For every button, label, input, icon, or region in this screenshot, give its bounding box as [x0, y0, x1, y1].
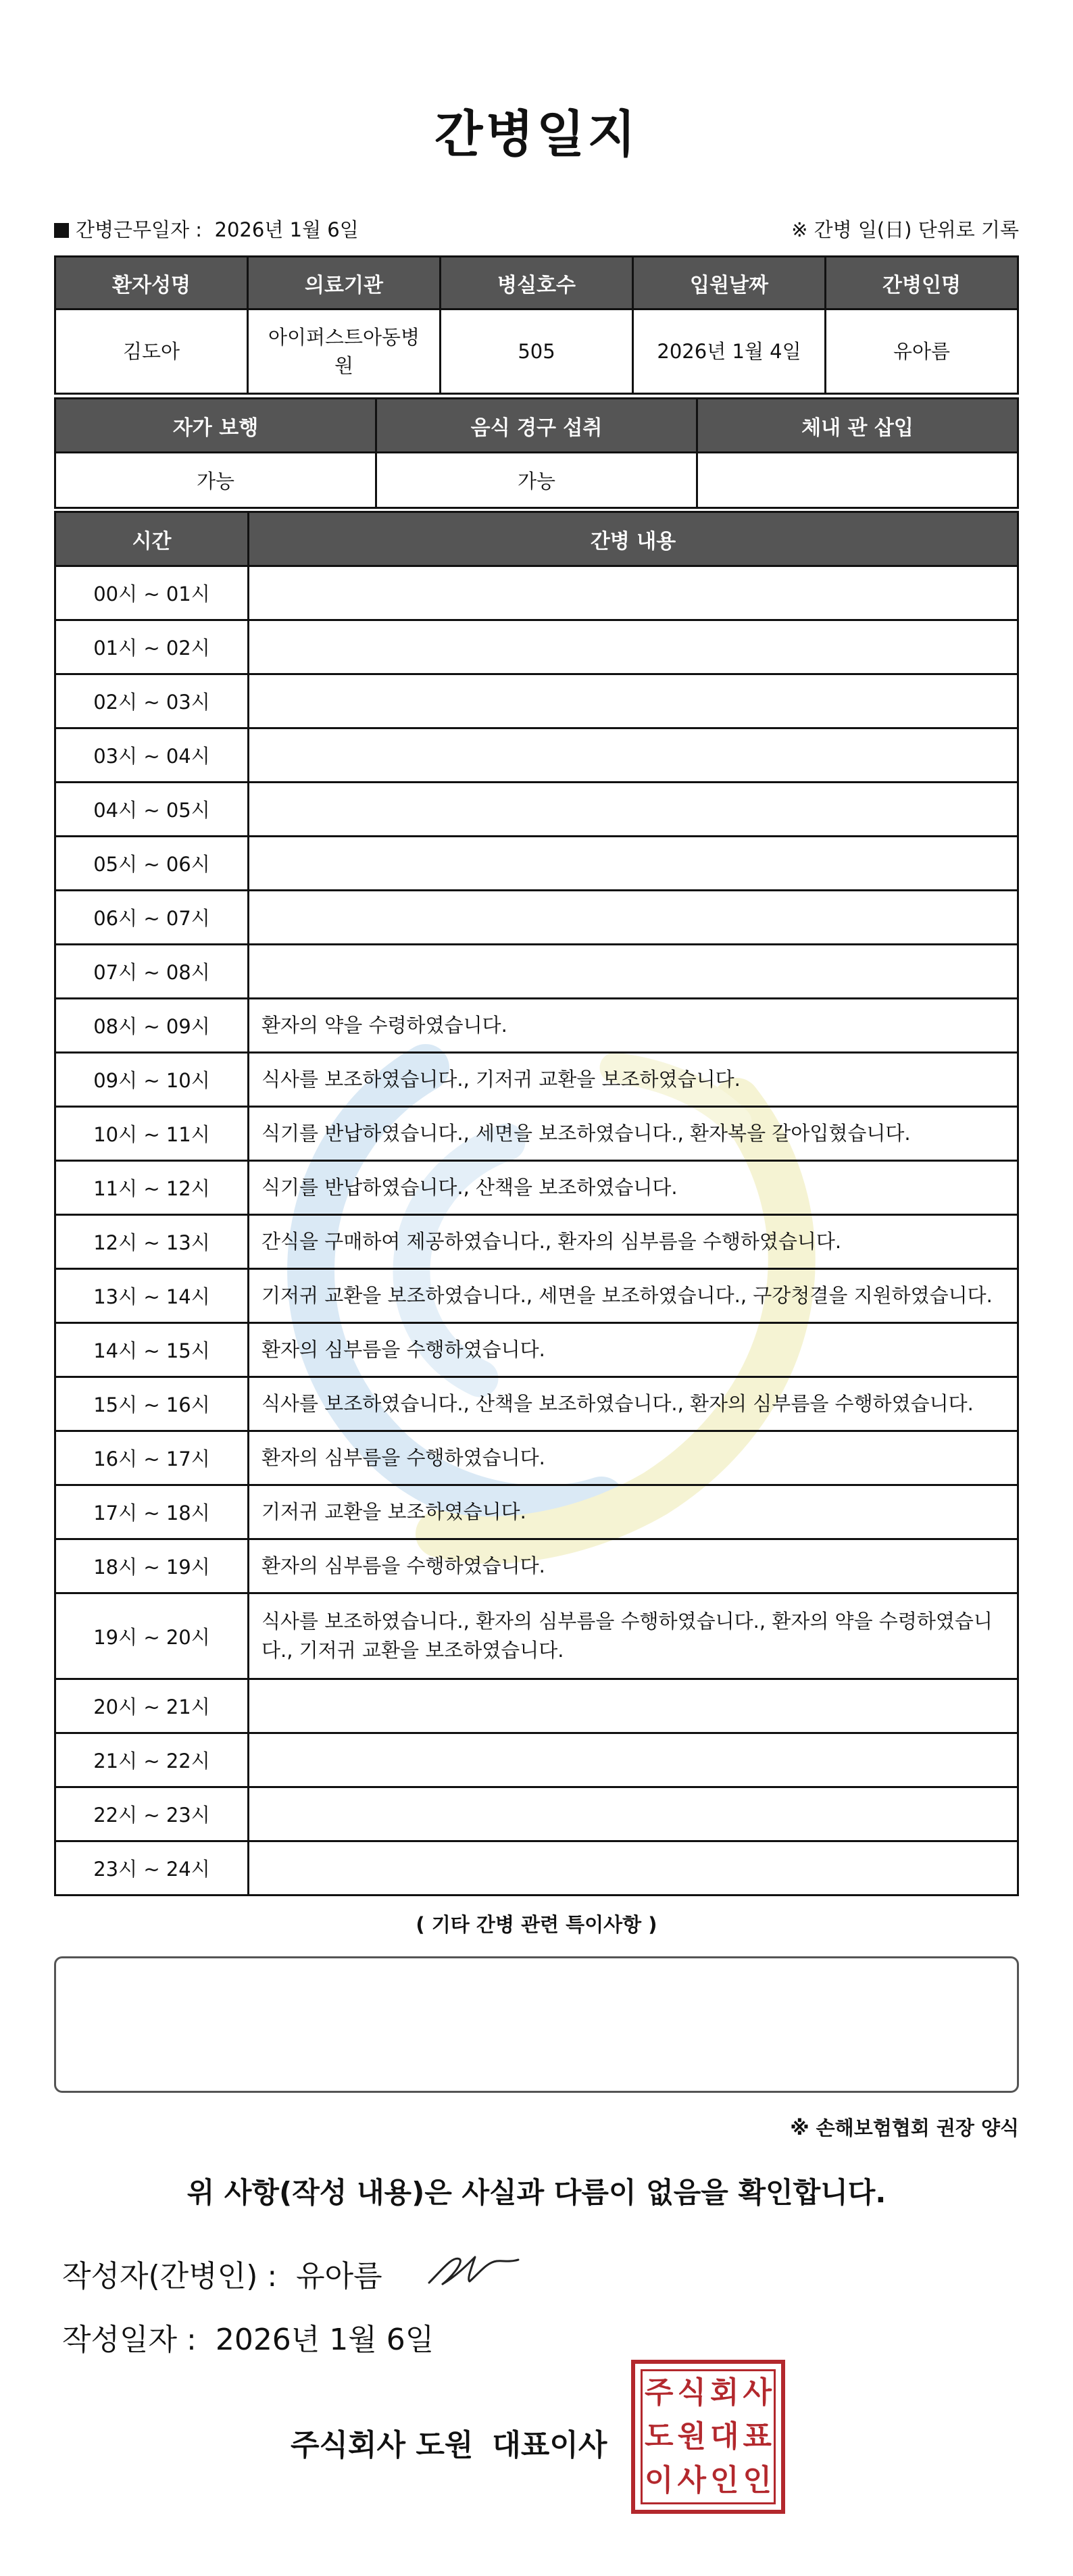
seal-character: 주: [644, 2375, 674, 2410]
patient-name: 김도아: [55, 309, 248, 394]
seal-character: 원: [677, 2419, 706, 2454]
time-slot: 07시 ~ 08시: [55, 945, 249, 999]
header-room-number: 병실호수: [441, 257, 633, 309]
table-row: [55, 1377, 1018, 1431]
company-seal-stamp: [631, 2360, 785, 2514]
time-slot: 01시 ~ 02시: [55, 620, 249, 674]
signature-image: [422, 2242, 524, 2296]
patient-ability-table: [54, 397, 1019, 509]
log-body: [55, 566, 1018, 1896]
seal-character: 회: [709, 2375, 739, 2410]
header-tube-insertion: 체내 관 삽입: [697, 399, 1018, 453]
time-slot: 17시 ~ 18시: [55, 1485, 249, 1539]
header-time: 시간: [55, 512, 249, 566]
time-slot: 04시 ~ 05시: [55, 783, 249, 837]
writer-label: 작성자(간병인) :: [62, 2259, 278, 2294]
work-date-label: 간병근무일자: [76, 218, 190, 241]
seal-character: 인: [709, 2462, 739, 2498]
seal-character: 사: [677, 2462, 706, 2498]
notes-title: ( 기타 간병 관련 특이사항 ): [416, 1913, 657, 1936]
care-content: 식기를 반납하였습니다., 세면을 보조하였습니다., 환자복을 갈아입혔습니다.: [249, 1107, 1018, 1161]
care-content: [249, 674, 1018, 728]
seal-inner-border: [641, 2369, 776, 2504]
header-care-content: 간병 내용: [249, 512, 1018, 566]
table-row: [55, 566, 1018, 620]
seal-character: 이: [644, 2462, 674, 2498]
table-row: [55, 1485, 1018, 1539]
written-date-line: [62, 2315, 434, 2358]
header-hospital: 의료기관: [248, 257, 441, 309]
header-oral-intake: 음식 경구 섭취: [376, 399, 697, 453]
header-self-walking: 자가 보행: [55, 399, 376, 453]
time-slot: 18시 ~ 19시: [55, 1539, 249, 1593]
table-row: [55, 620, 1018, 674]
time-slot: 13시 ~ 14시: [55, 1269, 249, 1323]
care-content: [249, 566, 1018, 620]
time-slot: 15시 ~ 16시: [55, 1377, 249, 1431]
time-slot: 14시 ~ 15시: [55, 1323, 249, 1377]
care-content: 간식을 구매하여 제공하였습니다., 환자의 심부름을 수행하였습니다.: [249, 1215, 1018, 1269]
written-date-value: 2026년 1월 6일: [215, 2323, 434, 2357]
seal-character: 대: [709, 2419, 739, 2454]
care-content: 환자의 약을 수령하였습니다.: [249, 999, 1018, 1053]
seal-character: 표: [743, 2419, 772, 2454]
care-content: [249, 1787, 1018, 1841]
room-number: 505: [441, 309, 633, 394]
time-slot: 05시 ~ 06시: [55, 837, 249, 891]
document-title: 간병일지: [434, 105, 639, 164]
care-content: 식사를 보조하였습니다., 환자의 심부름을 수행하였습니다., 환자의 약을 수령하였습니다., 기저귀 교환을 보조하였습니다.: [249, 1593, 1018, 1679]
info-value-row: [55, 309, 1018, 394]
time-slot: 19시 ~ 20시: [55, 1593, 249, 1679]
table-row: [55, 783, 1018, 837]
log-header-row: [55, 512, 1018, 566]
care-content: [249, 945, 1018, 999]
care-content: 기저귀 교환을 보조하였습니다., 세면을 보조하였습니다., 구강청결을 지원하였습니다.: [249, 1269, 1018, 1323]
time-slot: 10시 ~ 11시: [55, 1107, 249, 1161]
table-row: [55, 1841, 1018, 1896]
caregiver-name: 유아름: [826, 309, 1018, 394]
time-slot: 23시 ~ 24시: [55, 1841, 249, 1896]
care-content: [249, 728, 1018, 783]
ability-header-row: [55, 399, 1018, 453]
company-line: [291, 2421, 607, 2464]
time-slot: 00시 ~ 01시: [55, 566, 249, 620]
table-row: [55, 674, 1018, 728]
seal-character: 도: [644, 2419, 674, 2454]
self-walking-value: 가능: [55, 453, 376, 508]
company-name: 주식회사 도원: [291, 2428, 474, 2462]
time-slot: 08시 ~ 09시: [55, 999, 249, 1053]
table-row: [55, 728, 1018, 783]
table-row: [55, 1215, 1018, 1269]
header-patient-name: 환자성명: [55, 257, 248, 309]
table-row: [55, 1787, 1018, 1841]
info-header-row: [55, 257, 1018, 309]
care-content: [249, 1841, 1018, 1896]
notes-box: [54, 1956, 1019, 2093]
seal-character: 인: [743, 2462, 772, 2498]
oral-intake-value: 가능: [376, 453, 697, 508]
ability-value-row: [55, 453, 1018, 508]
table-row: [55, 999, 1018, 1053]
table-row: [55, 1431, 1018, 1485]
representative-title: 대표이사: [492, 2428, 607, 2462]
table-row: [55, 837, 1018, 891]
care-content: [249, 891, 1018, 945]
care-content: [249, 837, 1018, 891]
square-bullet-icon: [54, 223, 69, 238]
time-slot: 20시 ~ 21시: [55, 1679, 249, 1733]
care-content: 환자의 심부름을 수행하였습니다.: [249, 1431, 1018, 1485]
confirmation-statement: 위 사항(작성 내용)은 사실과 다름이 없음을 확인합니다.: [186, 2176, 887, 2209]
time-slot: 16시 ~ 17시: [55, 1431, 249, 1485]
written-date-label: 작성일자 :: [62, 2323, 197, 2357]
table-row: [55, 1107, 1018, 1161]
form-source-note: ※ 손해보험협회 권장 양식: [790, 2116, 1019, 2139]
table-row: [55, 1269, 1018, 1323]
table-row: [55, 1679, 1018, 1733]
care-content: 식사를 보조하였습니다., 기저귀 교환을 보조하였습니다.: [249, 1053, 1018, 1107]
tube-insertion-value: [697, 453, 1018, 508]
care-content: 식기를 반납하였습니다., 산책을 보조하였습니다.: [249, 1161, 1018, 1215]
table-row: [55, 1593, 1018, 1679]
time-slot: 12시 ~ 13시: [55, 1215, 249, 1269]
seal-character: 사: [743, 2375, 772, 2410]
work-date: 간병근무일자 : 2026년 1월 6일: [54, 215, 359, 243]
care-log-table: [54, 511, 1019, 1896]
care-content: [249, 1679, 1018, 1733]
time-slot: 21시 ~ 22시: [55, 1733, 249, 1787]
time-slot: 03시 ~ 04시: [55, 728, 249, 783]
care-content: [249, 1733, 1018, 1787]
hospital-name: 아이퍼스트아동병원: [248, 309, 441, 394]
time-slot: 22시 ~ 23시: [55, 1787, 249, 1841]
table-row: [55, 1733, 1018, 1787]
care-content: [249, 783, 1018, 837]
table-row: [55, 1161, 1018, 1215]
care-content: 환자의 심부름을 수행하였습니다.: [249, 1539, 1018, 1593]
writer-name: 유아름: [296, 2259, 382, 2294]
table-row: [55, 1323, 1018, 1377]
time-slot: 06시 ~ 07시: [55, 891, 249, 945]
care-content: 식사를 보조하였습니다., 산책을 보조하였습니다., 환자의 심부름을 수행하였습니다.: [249, 1377, 1018, 1431]
time-slot: 09시 ~ 10시: [55, 1053, 249, 1107]
time-slot: 11시 ~ 12시: [55, 1161, 249, 1215]
seal-character: 식: [677, 2375, 706, 2410]
table-row: [55, 1053, 1018, 1107]
care-content: 기저귀 교환을 보조하였습니다.: [249, 1485, 1018, 1539]
care-content: [249, 620, 1018, 674]
work-date-value: 2026년 1월 6일: [214, 218, 359, 241]
writer-line: [62, 2252, 382, 2295]
header-admission-date: 입원날짜: [633, 257, 826, 309]
time-slot: 02시 ~ 03시: [55, 674, 249, 728]
table-row: [55, 891, 1018, 945]
record-note: ※ 간병 일(日) 단위로 기록: [791, 218, 1019, 241]
patient-info-table: [54, 255, 1019, 395]
care-content: 환자의 심부름을 수행하였습니다.: [249, 1323, 1018, 1377]
table-row: [55, 945, 1018, 999]
admission-date: 2026년 1월 4일: [633, 309, 826, 394]
table-row: [55, 1539, 1018, 1593]
header-caregiver-name: 간병인명: [826, 257, 1018, 309]
